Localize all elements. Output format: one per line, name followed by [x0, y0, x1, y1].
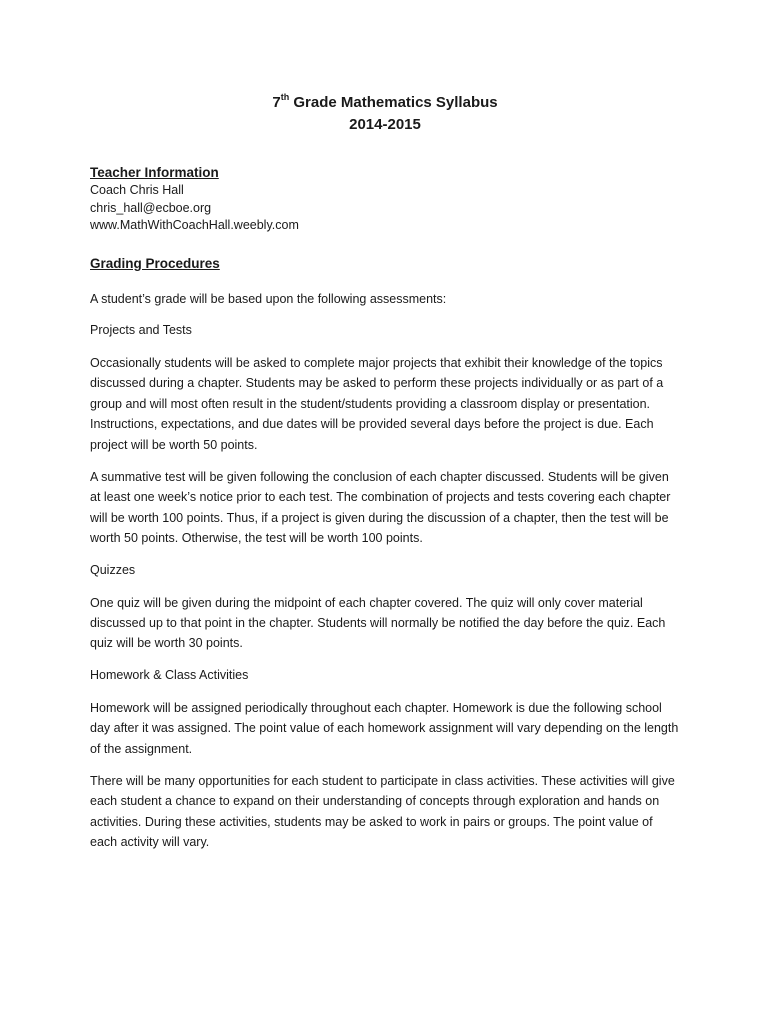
- homework-activities-heading: Homework & Class Activities: [90, 667, 249, 682]
- teacher-name: Coach Chris Hall: [90, 183, 184, 197]
- teacher-information-heading: Teacher Information: [90, 165, 219, 180]
- teacher-website: www.MathWithCoachHall.weebly.com: [90, 218, 299, 232]
- title-text: Grade Mathematics Syllabus: [289, 94, 498, 111]
- grading-procedures-heading: Grading Procedures: [90, 255, 220, 271]
- teacher-information-section: [90, 164, 680, 235]
- tests-paragraph: A summative test will be given following the conclusion of each chapter discussed. Students will be given at least one week’s notice prior to each test. The combination of projects and tests covering each chapter will be worth 100 points. Thus, if a project is given during the discussion of a chapter, then the test will be worth 50 points. Otherwise, the test will be worth 100 points.: [90, 469, 671, 546]
- grading-intro: A student’s grade will be based upon the following assessments:: [90, 291, 447, 306]
- class-activities-paragraph: There will be many opportunities for each student to participate in class activities. These activities will give each student a chance to expand on their understanding of concepts through exploration and hands on activities. During these activities, students may be asked to work in pairs or groups. The point value of each activity will vary.: [90, 774, 675, 850]
- teacher-email: chris_hall@ecboe.org: [90, 200, 212, 215]
- homework-paragraph: Homework will be assigned periodically throughout each chapter. Homework is due the following school day after it was assigned. The point value of each homework assignment will vary depending on the length of the assignment.: [90, 700, 679, 756]
- quizzes-paragraph: One quiz will be given during the midpoint of each chapter covered. The quiz will only cover material discussed up to that point in the chapter. Students will normally be notified the day before the quiz. Each quiz will be worth 30 points.: [90, 595, 666, 651]
- projects-tests-heading: Projects and Tests: [90, 322, 192, 337]
- quizzes-heading: Quizzes: [90, 562, 136, 577]
- document-year: 2014-2015: [349, 116, 421, 133]
- title-superscript: th: [280, 92, 290, 102]
- document-title: [90, 92, 680, 114]
- title-grade-number: 7: [272, 94, 281, 111]
- projects-paragraph: Occasionally students will be asked to complete major projects that exhibit their knowledge of the topics discussed during a chapter. Students may be asked to perform these projects individually or as part of a group and will most often result in the student/students providing a classroom display or presentation. Instructions, expectations, and due dates will be provided several days before the project is due. Each project will be worth 50 points.: [90, 355, 664, 452]
- document-content: [90, 92, 680, 865]
